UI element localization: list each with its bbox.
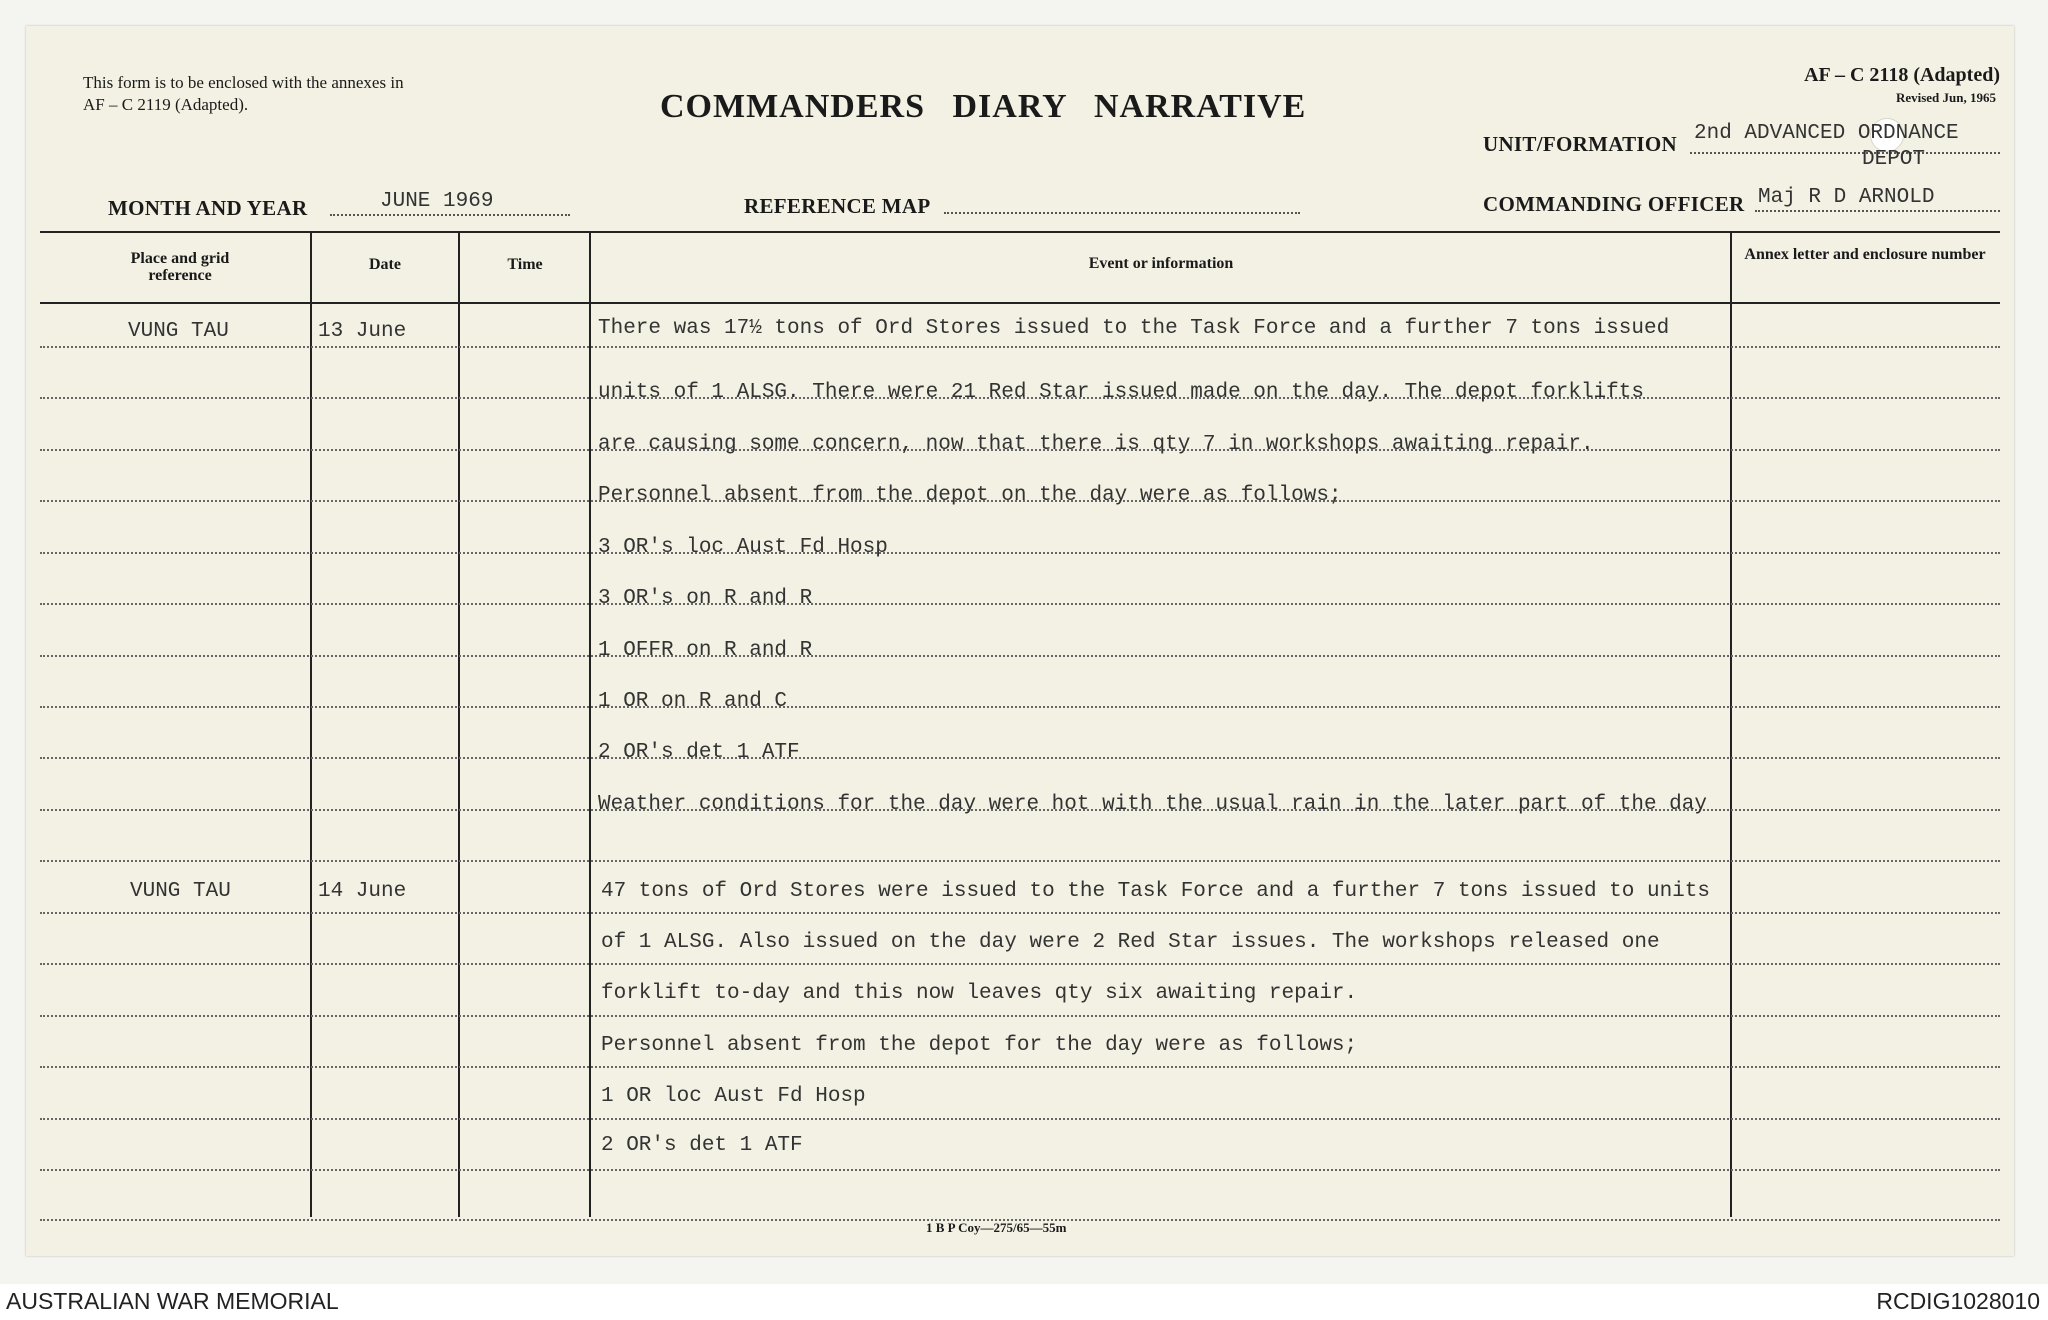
column-divider-annex (1730, 231, 1732, 1217)
entry-place: VUNG TAU (128, 320, 229, 343)
entry-line: Personnel absent from the depot on the day were as follows; (598, 484, 1342, 507)
entry-line: forklift to-day and this now leaves qty six awaiting repair. (601, 982, 1358, 1005)
column-divider-event (589, 231, 591, 1217)
ruled-line (40, 655, 2000, 657)
entry-line: 3 OR's loc Aust Fd Hosp (598, 536, 888, 559)
entry-line: 3 OR's on R and R (598, 587, 813, 610)
entry-date: 14 June (318, 880, 407, 903)
unit-dotted-line (1690, 152, 2000, 154)
revised-date: Revised Jun, 1965 (1895, 90, 1996, 105)
header-place: Place and grid reference (130, 250, 230, 284)
form-number: AF – C 2118 (Adapted) (1804, 64, 2000, 86)
entry-line: are causing some concern, now that there is qty 7 in workshops awaiting repair. (598, 433, 1594, 456)
ruled-line (40, 552, 2000, 554)
column-divider-time (458, 231, 460, 1217)
month-year-value: JUNE 1969 (380, 190, 494, 213)
entry-line: 1 OFFR on R and R (598, 639, 813, 662)
co-dotted-line (1755, 210, 2000, 212)
entry-line: 2 OR's det 1 ATF (598, 741, 800, 764)
ruled-line (40, 757, 2000, 759)
ruled-line (40, 860, 2000, 862)
header-time: Time (507, 256, 543, 273)
entry-line: 2 OR's det 1 ATF (601, 1134, 803, 1157)
unit-value-line1: 2nd ADVANCED ORDNANCE (1694, 122, 1959, 145)
ruled-line (40, 1118, 2000, 1120)
entry-line: units of 1 ALSG. There were 21 Red Star issued made on the day. The depot forklifts (598, 381, 1644, 404)
commanding-officer-value: Maj R D ARNOLD (1758, 186, 1935, 209)
header-date: Date (369, 256, 401, 273)
ruled-line (40, 1066, 2000, 1068)
entry-line: There was 17½ tons of Ord Stores issued to the Task Force and a further 7 tons issued (598, 317, 1670, 340)
page-title: COMMANDERS DIARY NARRATIVE (660, 88, 1307, 125)
entry-line: 1 OR on R and C (598, 690, 788, 713)
ruled-line (40, 346, 2000, 348)
header-event: Event or information (1088, 255, 1234, 272)
entry-line: 47 tons of Ord Stores were issued to the Task Force and a further 7 tons issued to units (601, 880, 1710, 903)
printer-code: 1 B P Coy—275/65—55m (926, 1220, 1067, 1235)
ruled-line (40, 603, 2000, 605)
entry-line: Weather conditions for the day were hot with the usual rain in the later part of the day (598, 793, 1707, 816)
column-divider-date (310, 231, 312, 1217)
archive-id: RCDIG1028010 (1876, 1288, 2040, 1314)
ruled-line (40, 912, 2000, 914)
entry-line: 1 OR loc Aust Fd Hosp (601, 1085, 866, 1108)
unit-value-line2: DEPOT (1862, 148, 1926, 171)
ruled-line (40, 1015, 2000, 1017)
ruled-line (40, 1169, 2000, 1171)
entry-place: VUNG TAU (130, 880, 231, 903)
month-year-label: MONTH AND YEAR (108, 196, 308, 220)
header-bottom-border (40, 302, 2000, 304)
month-dotted-line (330, 214, 570, 216)
reference-map-label: REFERENCE MAP (744, 194, 931, 218)
table-top-border (40, 231, 2000, 233)
ruled-line (40, 706, 2000, 708)
archive-credit: AUSTRALIAN WAR MEMORIAL (6, 1288, 339, 1314)
map-dotted-line (944, 212, 1300, 214)
ruled-line (40, 963, 2000, 965)
commanding-officer-label: COMMANDING OFFICER (1483, 192, 1745, 216)
enclosure-note: This form is to be enclosed with the annexes in AF – C 2119 (Adapted). (83, 73, 404, 114)
entry-line: Personnel absent from the depot for the day were as follows; (601, 1034, 1358, 1057)
entry-date: 13 June (318, 320, 407, 343)
header-annex: Annex letter and enclosure number (1744, 246, 1986, 263)
unit-formation-label: UNIT/FORMATION (1483, 132, 1677, 156)
entry-line: of 1 ALSG. Also issued on the day were 2 Red Star issues. The workshops released one (601, 931, 1660, 954)
